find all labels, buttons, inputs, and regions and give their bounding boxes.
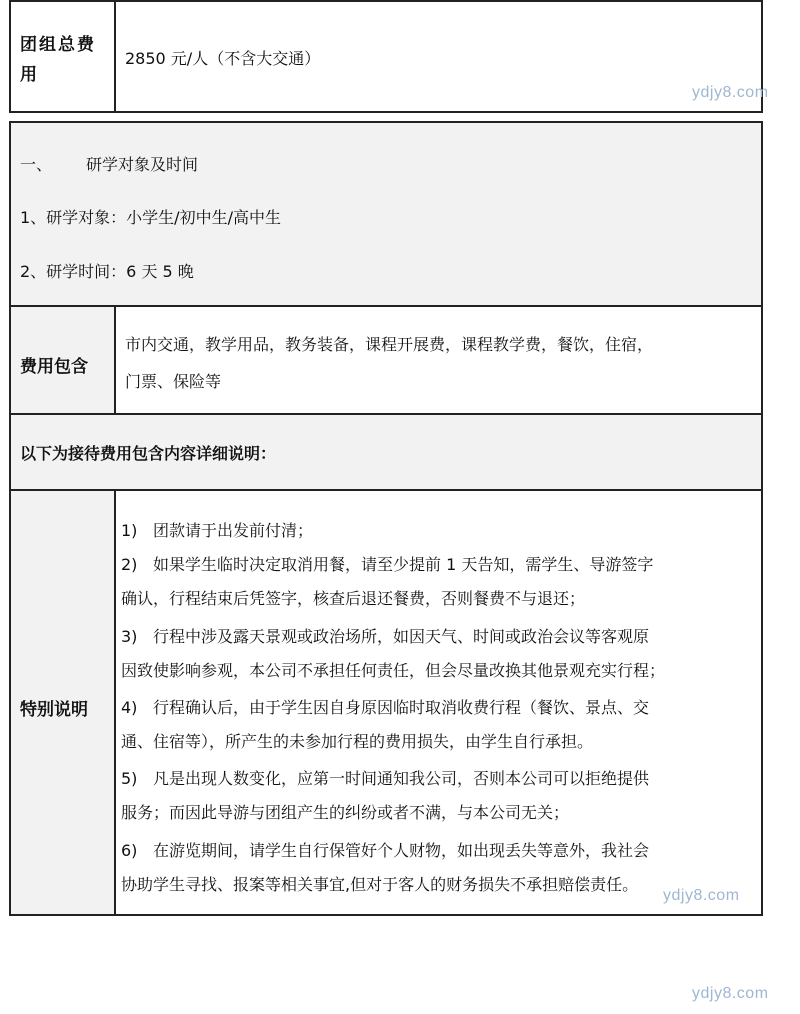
note-item-1 [121, 519, 757, 542]
note-text: 行程确认后，由于学生因自身原因临时取消收费行程（餐饮、景点、交 [153, 698, 650, 717]
special-notes-row [11, 491, 761, 914]
study-target-line: 1、研学对象：小学生/初中生/高中生 [20, 208, 281, 227]
special-notes-label: 特别说明 [20, 700, 88, 720]
section-heading-text: 研学对象及时间 [86, 155, 199, 174]
study-time-line: 2、研学时间：6 天 5 晚 [20, 262, 194, 281]
total-fee-label: 团组总费用 [20, 35, 96, 85]
note-item-4 [121, 696, 757, 753]
column-divider [114, 491, 116, 914]
fee-include-label: 费用包含 [20, 357, 88, 377]
note-number: 4) [121, 698, 138, 717]
note-text: 在游览期间，请学生自行保管好个人财物，如出现丢失等意外，我社会 [153, 841, 650, 860]
fee-include-text-line2: 门票、保险等 [125, 372, 222, 391]
note-text: 协助学生寻找、报案等相关事宜,但对于客人的财务损失不承担赔偿责任。 [121, 875, 639, 894]
note-item-5 [121, 767, 757, 824]
fee-summary-table [9, 0, 763, 113]
section-objects-time [11, 123, 761, 305]
watermark: ydjy8.com [663, 887, 740, 904]
note-item-6 [121, 839, 757, 896]
section-heading-number: 一、 [20, 155, 53, 174]
fee-include-text-line1: 市内交通，教学用品，教务装备，课程开展费，课程教学费，餐饮，住宿， [125, 335, 654, 354]
note-text: 确认，行程结束后凭签字，核查后退还餐费，否则餐费不与退还； [121, 589, 586, 608]
note-text: 通、住宿等），所产生的未参加行程的费用损失，由学生自行承担。 [121, 732, 594, 751]
detail-title: 以下为接待费用包含内容详细说明： [20, 444, 277, 463]
watermark: ydjy8.com [692, 84, 769, 101]
note-number: 6) [121, 841, 138, 860]
note-text: 行程中涉及露天景观或政治场所，如因天气、时间或政治会议等客观原 [153, 627, 650, 646]
watermark: ydjy8.com [692, 985, 769, 1002]
note-text: 因致使影响参观，本公司不承担任何责任，但会尽量改换其他景观充实行程； [121, 661, 666, 680]
note-item-2 [121, 553, 757, 610]
note-number: 3) [121, 627, 138, 646]
note-item-3 [121, 625, 757, 682]
detail-title-row [11, 415, 761, 489]
study-tour-table [9, 121, 763, 916]
note-number: 1) [121, 521, 138, 540]
note-number: 2) [121, 555, 138, 574]
column-divider [114, 0, 116, 111]
total-fee-value: 2850 元/人（不含大交通） [125, 49, 321, 68]
fee-include-row [11, 307, 761, 413]
column-divider [114, 307, 116, 413]
note-text: 服务；而因此导游与团组产生的纠纷或者不满，与本公司无关； [121, 803, 570, 822]
note-text: 如果学生临时决定取消用餐，请至少提前 1 天告知，需学生、导游签字 [153, 555, 654, 574]
note-text: 团款请于出发前付清； [153, 521, 314, 540]
note-number: 5) [121, 769, 138, 788]
row-divider [11, 0, 761, 2]
note-text: 凡是出现人数变化，应第一时间通知我公司，否则本公司可以拒绝提供 [153, 769, 650, 788]
